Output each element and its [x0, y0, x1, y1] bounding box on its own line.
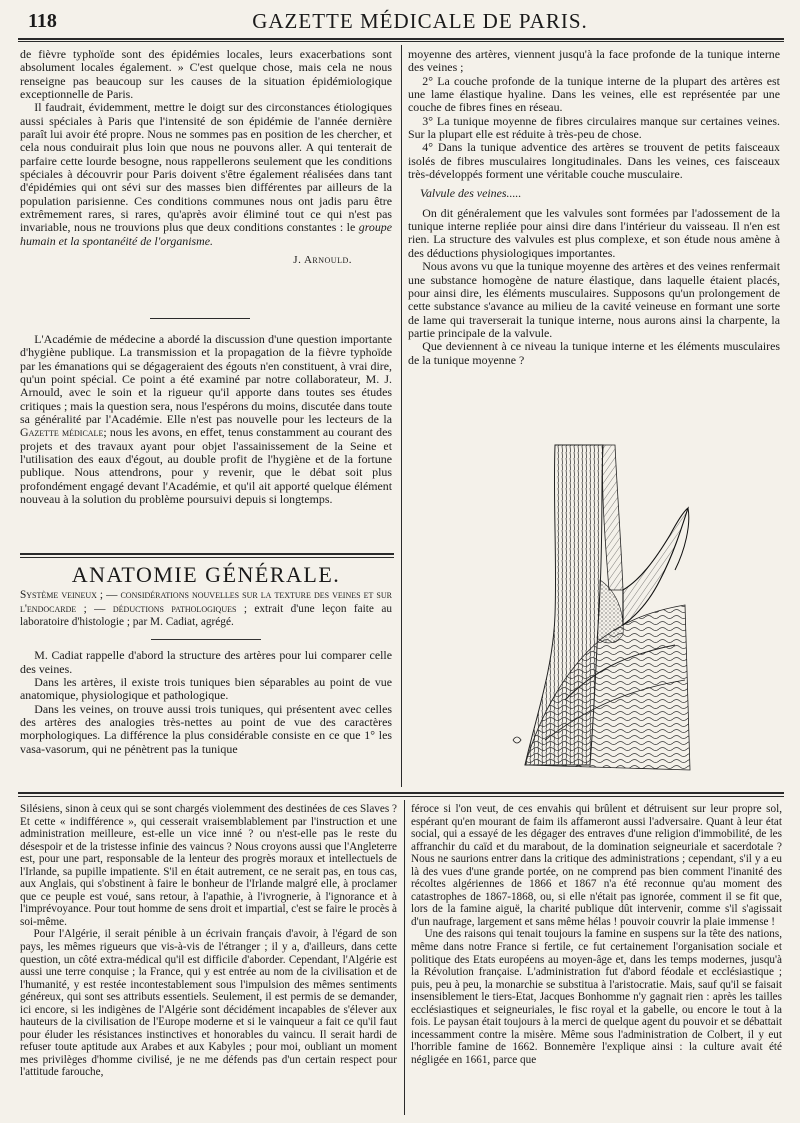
feuilleton-left [20, 803, 397, 1079]
paragraph-text: ; nous les avons, en effet, tenus constamment au courant des projets et des travaux ayant pour objet l'assainissement de la Seine et l'utilisation des eaux d'égout, au double profit de l'hygiène et de la fortune publique. Nous attendrons, pour y revenir, que le débat soit plus profondément engagé devant l'Académie, et qu'il ait apporté quelque élément nouveau à la solution du problème poursuivi depuis si longtemps. [20, 425, 392, 507]
paragraph [20, 101, 392, 248]
paragraph: M. Cadiat rappelle d'abord la structure des artères pour lui comparer celle des veines. [20, 648, 392, 676]
paragraph: Nous avons vu que la tunique moyenne des artères et des veines renfermait une substance homogène de nature élastique, dans laquelle étaient placés, pour ainsi dire, les éléments musculaires. Supposons qu'un prolongement de cette substance s'avance au milieu de la cavité veineuse en formant une sorte de lame qui traverserait la tunique interne, nous aurons ainsi la charpente, la partie principale de la valvule. [408, 259, 780, 340]
section-rule-thin [20, 557, 394, 558]
feuilleton-rule [18, 792, 784, 794]
left-column-academie [20, 333, 392, 506]
subheading-valvule: Valvule des veines..... [420, 186, 522, 201]
feuilleton-divider [404, 800, 405, 1115]
paragraph: 4° Dans la tunique adventice des artères se trouvent de petits faisceaux isolés de fibres musculaires longitudinales. Dans les veines, ces faisceaux très-développés forment une véritable couche musculaire. [408, 140, 780, 182]
feuilleton-right [411, 803, 782, 1066]
paragraph-text: Il faudrait, évidemment, mettre le doigt sur des circonstances étiologiques aussi spéciales à Paris que l'intensité de son épidémie de l'année dernière paraît lui avoir été propre. Nous ne sommes pas en position de les chercher, et cela nous conduirait plus loin que nous ne pouvons aller. A qui tenterait de parfaire cette lourde besogne, nous rappellerons seulement que les conditions spéciales à découvrir pour Paris doivent s'être également réalisées dans tant d'épidémies qui ont sévi sur des masses bien différentes par ailleurs de la population parisienne. Ces conditions communes nous ont jadis paru être extrêmement rares, si rares, qu'après avoir éliminé tout ce qui n'est pas invariable, nous ne trouvions plus que deux conditions constantes : le [20, 100, 392, 235]
column-divider [401, 45, 402, 787]
paragraph: Que deviennent à ce niveau la tunique interne et les éléments musculaires de la tunique moyenne ? [408, 339, 780, 367]
paragraph-text: L'Académie de médecine a abordé la discussion d'une question importante d'hygiène publique. La transmission et la propagation de la fièvre typhoïde par les émanations qui se dégageraient des égouts n'en constituent, à vrai dire, qu'un point spécial. Ce point a été examiné par notre collaborateur, M. J. Arnould, avec le soin et la rigueur qu'il apporte dans toutes ses études critiques ; mais la question sera, nous l'espérons du moins, discutée dans toute sa généralité par l'Académie. Elle n'est pas nouvelle pour les lecteurs de la [20, 332, 392, 427]
paragraph [20, 333, 392, 506]
subtitle-rule [151, 639, 261, 640]
feuilleton-rule-thin [18, 796, 784, 797]
separator-rule [150, 318, 250, 319]
subtitle-rest: extrait d'une leçon faite au laboratoire d'histologie ; par M. Cadiat, agrégé. [20, 602, 393, 629]
paragraph: 3° La tunique moyenne de fibres circulaires manque sur certaines veines. Sur la plupart elle est réduite à très-peu de chose. [408, 113, 780, 142]
paragraph: On dit généralement que les valvules sont formées par l'adossement de la tunique interne repliée pour ainsi dire dans l'intérieur du vaisseau. Il n'en est rien. La structure des valvules est plus complexe, et son étude nous amène à des déductions physiologiques importantes. [408, 205, 780, 260]
subtitle-caps: Système veineux ; — considérations nouvelles sur la texture des veines et sur l'endocarde ; — déductions pathologiques ; [20, 589, 392, 615]
paragraph: Dans les artères, il existe trois tuniques bien séparables au point de vue anatomique, physiologique et pathologique. [20, 675, 392, 703]
section-rule [20, 553, 394, 555]
paragraph: moyenne des artères, viennent jusqu'à la face profonde de la tunique interne des veines ; [408, 47, 780, 75]
paragraph: 2° La couche profonde de la tunique interne de la plupart des artères est une lame élastique hyaline. Dans les veines, elle est représentée par une couche de fibres fines en réseau. [408, 73, 780, 115]
header-rule [18, 38, 784, 40]
signature: J. Arnould. [293, 254, 352, 267]
journal-title: GAZETTE MÉDICALE DE PARIS. [252, 9, 588, 33]
paragraph: féroce si l'on veut, de ces envahis qui brûlent et détruisent sur leur propre sol, espérant qu'en mourant de faim ils affameront aussi l'adversaire. Quant à leur état social, qui a essayé de les dégager des entraves d'une religion d'immobilité, de les affranchir du caïd et du marabout, de la domination seigneuriale et sacerdotale ? Nous ne saurions entrer dans la critique des administrations ; cependant, s'il y a eu là des vues d'une grande portée, on ne comprend pas bien comment l'inanité des récoltes algériennes de 1866 et 1867 n'a été reconnue qu'au moment des catastrophes de 1867-1868, ou, si elle n'était pas ignorée, comment il se fit que, lors de la famine aiguë, la charité publique dût intervenir, comme s'il s'agissait d'un naufrage, largement et sans même hélas ! pouvoir couvrir la plaie immense ! [411, 803, 782, 928]
section-title: ANATOMIE GÉNÉRALE. [71, 562, 341, 587]
vein-valve-illustration [505, 440, 705, 780]
page-number: 118 [28, 10, 57, 32]
paragraph: Dans les veines, on trouve aussi trois tuniques, qui présentent avec celles des artères des analogies très-nettes au point de vue des caractères morphologiques. La différence la plus considérable consiste en ce que 1° les vasa-vasorum, qui ne pénètrent pas la tunique [20, 701, 392, 756]
paragraph: Silésiens, sinon à ceux qui se sont chargés violemment des destinées de ces Slaves ? Et cette « indifférence », qui cesserait vraisemblablement par l'instruction et une administration meilleure, est-elle un vice inné ? ou n'est-elle pas le reste du désespoir et de la tristesse infinie des vaincus ? Nous croyons aussi que l'Angleterre est, pour une part, responsable de la lenteur des progrès moraux et intellectuels de l'Irlande, sa pupille impatiente. S'il en était autrement, ce ne serait pas, en tous cas, aux Anglais, qui s'obstinent à faire le bonheur de l'Irlande malgré elle, à proclamer que ce peuple est voué, sans retour, à l'apathie, à l'ivrognerie, à l'ignorance et à l'imprévoyance. Pour tout homme de sens droit et impartial, c'est se faire le procès à soi-même. [20, 803, 397, 928]
paragraph: Une des raisons qui tenait toujours la famine en suspens sur la tête des nations, même dans notre France si fertile, ce fut certainement l'organisation sociale et politique des Etats européens au moyen-âge et, dans les temps modernes, jusqu'à la Révolution française. L'administration fut d'abord féodale et ecclésiastique ; puis, peu à peu, la monarchie se substitua à l'aristocratie. Mais, sauf qu'il se faisait insensiblement le tiers-Etat, Jacques Bonhomme n'y gagnait rien : après les tailles ecclésiastiques et seigneuriales, le fisc royal et la gabelle, ou encore le tout à la fois. Le paysan était toujours à la merci de quelque agent du pouvoir et se débattait incessamment contre la misère. Même sous l'administration de Colbert, il y eut l'horrible famine de 1662. Bonnemère l'explique ainsi : la culture avait été négligée en 1661, parce que [411, 928, 782, 1066]
paragraph: Pour l'Algérie, il serait pénible à un écrivain français d'avoir, à l'égard de son pays, les mêmes rigueurs que vis-à-vis de l'étranger ; il y a, d'ailleurs, dans cette question, un côté extra-médical qu'il est difficile d'aborder. Cependant, l'Algérie est aussi une terre conquise ; la France, qui y est entrée au nom de la civilisation et de l'humanité, y est restée incontestablement sous l'impulsion des mêmes sentiments généreux, qui sont ses attributs essentiels. Seulement, il est permis de se demander, ici encore, si les indigènes de l'Algérie sont décidément incapables de s'élever aux hauteurs de la civilisation de l'Europe moderne et si le vainqueur a fait ce qu'il faut pour éluder les résistances instinctives et honorables du vaincu. Il serait hardi de refuser toute aptitude aux Arabes et aux Kabyles ; pour moi, oubliant un moment mes privilèges d'homme civilisé, je ne me défends pas d'un certain respect pour l'attitude farouche, [20, 928, 397, 1079]
paragraph: de fièvre typhoïde sont des épidémies locales, leurs exacerbations sont absolument locales également. » C'est quelque chose, mais cela ne nous renseigne pas beaucoup sur les causes de la situation épidémiologique exceptionnelle de Paris. [20, 47, 392, 102]
journal-name: Gazette médicale [20, 425, 104, 440]
right-column [408, 48, 780, 367]
italic-phrase: groupe humain et la spontanéité de l'organisme. [20, 220, 392, 248]
left-column-top [20, 48, 392, 268]
header-rule-thin [18, 41, 784, 42]
section-anatomie [20, 562, 393, 756]
section-subtitle [20, 589, 392, 629]
